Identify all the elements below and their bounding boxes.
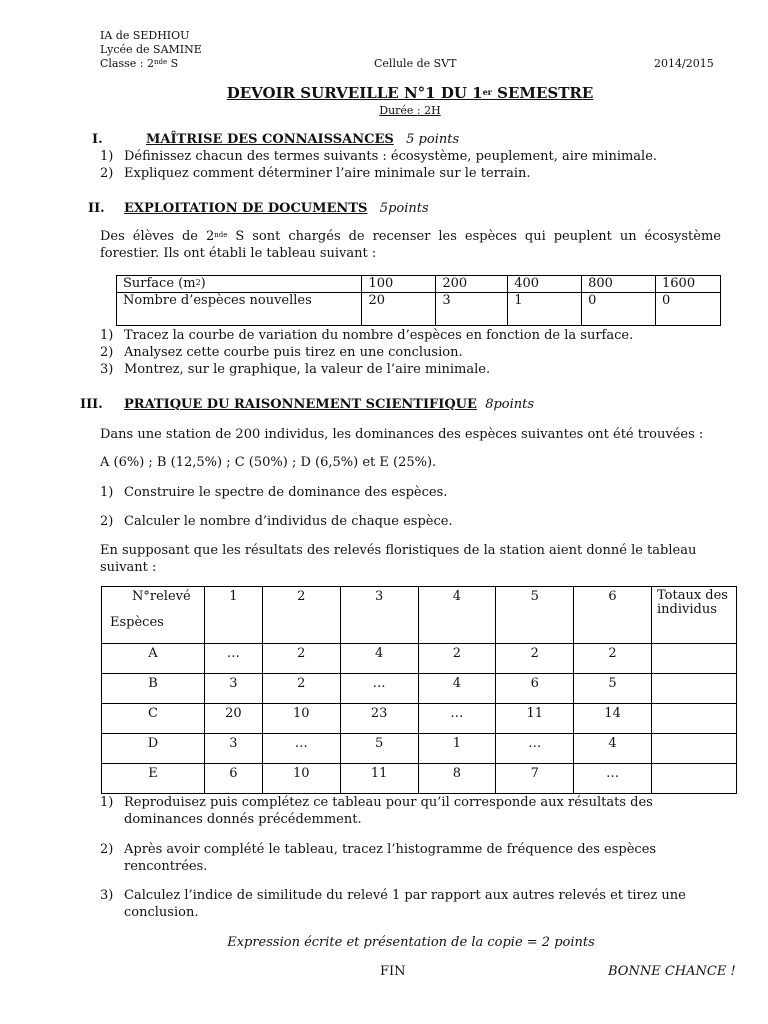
col-header: 1 (204, 587, 262, 644)
totaux-line-1: Totaux des (656, 588, 728, 603)
header-releve: N°relevé (132, 589, 191, 604)
table-cell: 5 (340, 734, 418, 764)
section3-item-3: 3) Calculez l’indice de similitude du relevé 1 par rapport aux autres relevés et tirez une (100, 888, 686, 903)
table-cell: 2 (574, 644, 652, 674)
table-cell: 4 (340, 644, 418, 674)
section3-question-1: 1) Construire le spectre de dominance des espèces. (100, 485, 448, 500)
species-cell: A (102, 644, 205, 674)
table-row (117, 293, 721, 326)
page-title: DEVOIR SURVEILLE N°1 DU 1er SEMESTRE (226, 84, 594, 102)
section2-item-3: 3) Montrez, sur le graphique, la valeur de l’aire minimale. (100, 362, 491, 377)
table-header-row (102, 587, 737, 644)
section3-num: III. (80, 397, 103, 412)
species-cell: D (102, 734, 205, 764)
expression-note: Expression écrite et présentation de la copie = 2 points (227, 935, 595, 950)
table-cell: 2 (262, 644, 340, 674)
table-cell: 3 (204, 734, 262, 764)
section3-dominances: A (6%) ; B (12,5%) ; C (50%) ; D (6,5%) et E (25%). (100, 455, 437, 470)
table-cell: 4 (418, 674, 496, 704)
table-cell: 11 (340, 764, 418, 794)
header-corner-cell (102, 587, 205, 644)
table-cell: 2 (262, 674, 340, 704)
total-cell (651, 704, 736, 734)
col-header: 5 (496, 587, 574, 644)
section3-item-2-cont: rencontrées. (124, 859, 208, 874)
fin-label: FIN (380, 964, 406, 979)
table-cell: 6 (204, 764, 262, 794)
table-cell: 1 (508, 293, 582, 326)
table-row (102, 764, 737, 794)
table-cell: … (340, 674, 418, 704)
section1-heading: MAÎTRISE DES CONNAISSANCES 5 points (146, 132, 460, 147)
surface-table (116, 275, 721, 326)
table-cell: 14 (574, 704, 652, 734)
table-cell: 400 (508, 276, 582, 293)
table-cell: 4 (574, 734, 652, 764)
section3-item-1-cont: dominances donnés précédemment. (124, 812, 362, 827)
section2-intro-2: forestier. Ils ont établi le tableau suivant : (100, 246, 377, 261)
bonne-chance: BONNE CHANCE ! (608, 964, 736, 979)
table-cell: 11 (496, 704, 574, 734)
section2-item-1: 1) Tracez la courbe de variation du nombre d’espèces en fonction de la surface. (100, 328, 634, 343)
header-totaux (651, 587, 736, 644)
releves-table (101, 586, 737, 794)
col-header: 3 (340, 587, 418, 644)
table-cell: … (262, 734, 340, 764)
table-cell: 20 (204, 704, 262, 734)
section1-item-1: 1) Définissez chacun des termes suivants : écosystème, peuplement, aire minimale. (100, 149, 658, 164)
total-cell (651, 734, 736, 764)
table-cell: … (496, 734, 574, 764)
total-cell (651, 644, 736, 674)
section3-question-2: 2) Calculer le nombre d’individus de chaque espèce. (100, 514, 453, 529)
table-cell: … (204, 644, 262, 674)
total-cell (651, 764, 736, 794)
col-header: 2 (262, 587, 340, 644)
section1-item-2: 2) Expliquez comment déterminer l’aire minimale sur le terrain. (100, 166, 531, 181)
table-cell: 0 (656, 293, 721, 326)
surface-label: Surface $(m^2)$ (117, 276, 362, 293)
table-cell: 3 (436, 293, 508, 326)
table-cell: 0 (582, 293, 656, 326)
section2-item-2: 2) Analysez cette courbe puis tirez en une conclusion. (100, 345, 463, 360)
table-cell: 1 (418, 734, 496, 764)
section3-item-1: 1) Reproduisez puis complétez ce tableau pour qu’il corresponde aux résultats des (100, 795, 653, 810)
table-cell: 23 (340, 704, 418, 734)
table-row (102, 674, 737, 704)
table-cell: 8 (418, 764, 496, 794)
header-ia: IA de SEDHIOU (100, 29, 190, 42)
header-year: 2014/2015 (654, 57, 714, 70)
table-cell: 800 (582, 276, 656, 293)
table-cell: 6 (496, 674, 574, 704)
table-cell: … (574, 764, 652, 794)
table-cell: 200 (436, 276, 508, 293)
table-row (117, 276, 721, 293)
section3-suppose-1: En supposant que les résultats des relevés floristiques de la station aient donné le tableau (100, 543, 697, 558)
header-lycee: Lycée de SAMINE (100, 43, 202, 56)
table-cell: 7 (496, 764, 574, 794)
header-classe: Classe : 2nde S (100, 57, 179, 70)
table-cell: 20 (362, 293, 436, 326)
table-cell: 2 (496, 644, 574, 674)
table-row (102, 734, 737, 764)
table-row (102, 644, 737, 674)
species-cell: B (102, 674, 205, 704)
col-header: 4 (418, 587, 496, 644)
section2-heading: EXPLOITATION DE DOCUMENTS 5points (124, 201, 429, 216)
section3-suppose-2: suivant : (100, 560, 157, 575)
header-especes: Espèces (110, 615, 164, 630)
table-cell: 5 (574, 674, 652, 704)
section3-item-2: 2) Après avoir complété le tableau, tracez l’histogramme de fréquence des espèces (100, 842, 657, 857)
header-cellule: Cellule de SVT (374, 57, 457, 70)
total-cell (651, 674, 736, 704)
species-label: Nombre d’espèces nouvelles (117, 293, 362, 326)
table-cell: 10 (262, 704, 340, 734)
table-row (102, 704, 737, 734)
section3-intro: Dans une station de 200 individus, les dominances des espèces suivantes ont été trouvées : (100, 427, 704, 442)
section3-item-3-cont: conclusion. (124, 905, 199, 920)
section1-num: I. (92, 132, 103, 147)
duration: Durée : 2H (379, 104, 441, 117)
table-cell: 2 (418, 644, 496, 674)
section2-intro-1: Des élèves de 2nde S sont chargés de recenser les espèces qui peuplent un écosystème (100, 229, 721, 244)
totaux-line-2: individus (656, 602, 717, 617)
table-cell: 3 (204, 674, 262, 704)
species-cell: E (102, 764, 205, 794)
section2-num: II. (88, 201, 105, 216)
section3-heading: PRATIQUE DU RAISONNEMENT SCIENTIFIQUE 8points (124, 397, 535, 412)
table-cell: 1600 (656, 276, 721, 293)
col-header: 6 (574, 587, 652, 644)
table-cell: … (418, 704, 496, 734)
species-cell: C (102, 704, 205, 734)
table-cell: 10 (262, 764, 340, 794)
table-cell: 100 (362, 276, 436, 293)
